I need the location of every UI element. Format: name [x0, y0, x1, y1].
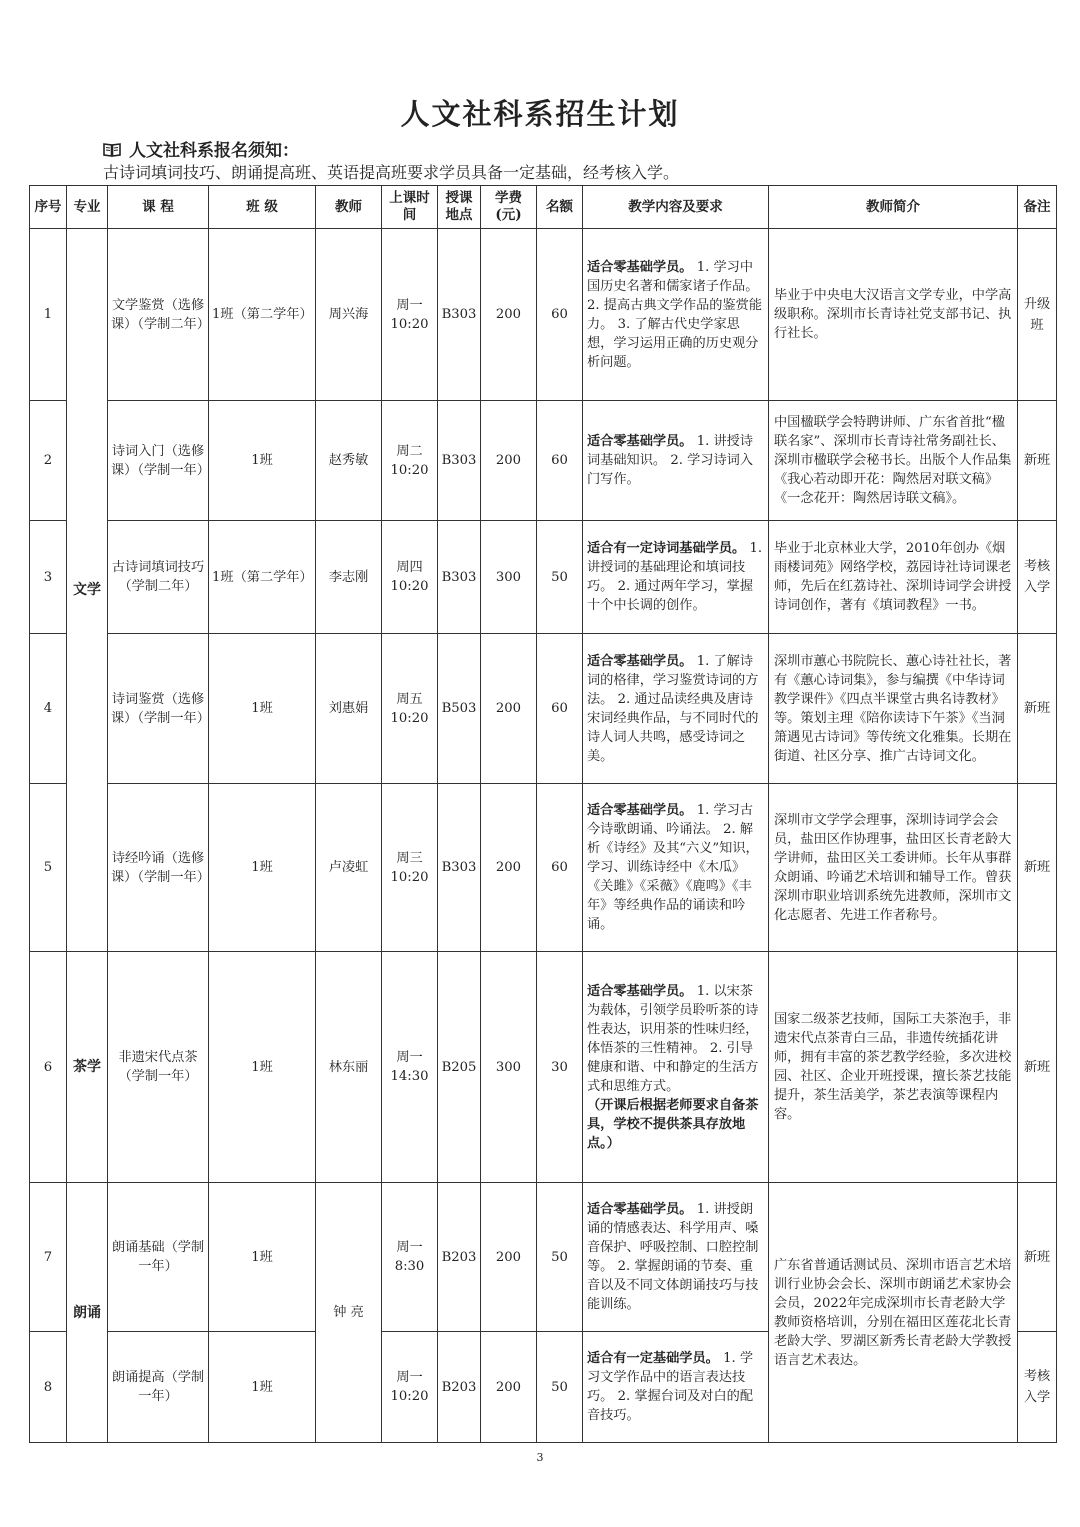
- cell-content: [583, 1183, 769, 1332]
- table-row: [30, 952, 1057, 1183]
- cell-seq: 6: [30, 952, 67, 1183]
- content-text: 1. 学习古今诗歌朗诵、吟诵法。 2. 解析《诗经》及其“六义”知识，学习、训练诗经中《木瓜》《关雎》《采薇》《鹿鸣》《丰年》等经典作品的诵读和吟诵。: [587, 803, 759, 932]
- cell-time: 周一 14:30: [382, 952, 438, 1183]
- cell-bio: 深圳市蕙心书院院长、蕙心诗社社长，著有《蕙心诗词集》，参与编撰《中华诗词教学课件》《四点半课堂古典名诗教材》等。策划主理《陪你读诗下午茶》《当洞箫遇见古诗词》等传统文化雅集。长期在街道、社区分享、推广古诗词文化。: [769, 634, 1018, 784]
- content-text: 1. 学习文学作品中的语言表达技巧。 2. 掌握台词及对白的配音技巧。: [587, 1351, 754, 1423]
- major-recitation: 朗诵: [67, 1183, 108, 1443]
- cell-course: 诗词鉴赏（选修课）（学制一年）: [108, 634, 209, 784]
- major-literature: 文学: [67, 229, 108, 952]
- cell-quota: 60: [537, 229, 583, 401]
- book-icon: [103, 143, 121, 157]
- table-row: [30, 784, 1057, 952]
- requirement-text: 适合零基础学员。: [587, 653, 693, 669]
- notice-heading-text: 人文社科系报名须知：: [129, 141, 299, 161]
- requirement-text: 适合零基础学员。: [587, 983, 693, 999]
- cell-fee: 200: [481, 784, 537, 952]
- cell-course: 文学鉴赏（选修课）（学制二年）: [108, 229, 209, 401]
- cell-place: B303: [438, 229, 481, 401]
- header-major: 专业: [67, 186, 108, 229]
- enrollment-table: [29, 185, 1057, 1443]
- cell-time: 周一 10:20: [382, 1332, 438, 1443]
- cell-content: [583, 784, 769, 952]
- page-title: 人文社科系招生计划: [400, 97, 680, 131]
- cell-note: 新班: [1018, 784, 1057, 952]
- major-tea: 茶学: [67, 952, 108, 1183]
- header-course: 课 程: [108, 186, 209, 229]
- cell-quota: 50: [537, 1183, 583, 1332]
- cell-course: 朗诵提高（学制一年）: [108, 1332, 209, 1443]
- cell-seq: 5: [30, 784, 67, 952]
- cell-note: 新班: [1018, 401, 1057, 521]
- cell-note: 升级班: [1018, 229, 1057, 401]
- cell-teacher: 刘惠娟: [316, 634, 382, 784]
- cell-fee: 200: [481, 401, 537, 521]
- header-seq: 序号: [30, 186, 67, 229]
- cell-note: 考核入学: [1018, 1332, 1057, 1443]
- cell-place: B203: [438, 1332, 481, 1443]
- cell-note: 新班: [1018, 952, 1057, 1183]
- cell-class: 1班: [209, 1332, 316, 1443]
- content-text: 1. 讲授朗诵的情感表达、科学用声、嗓音保护、呼吸控制、口腔控制等。 2. 掌握朗诵的节奏、重音以及不同文体朗诵技巧与技能训练。: [587, 1202, 759, 1312]
- cell-class: 1班: [209, 634, 316, 784]
- cell-note: 新班: [1018, 1183, 1057, 1332]
- cell-fee: 200: [481, 1183, 537, 1332]
- page-number: 3: [536, 1451, 544, 1464]
- cell-content: [583, 401, 769, 521]
- requirement-text: 适合零基础学员。: [587, 434, 693, 449]
- cell-place: B303: [438, 784, 481, 952]
- cell-course: 朗诵基础（学制一年）: [108, 1183, 209, 1332]
- cell-quota: 60: [537, 634, 583, 784]
- header-fee: 学费(元): [481, 186, 537, 229]
- cell-teacher: 钟 亮: [316, 1183, 382, 1443]
- cell-quota: 60: [537, 401, 583, 521]
- cell-quota: 60: [537, 784, 583, 952]
- cell-teacher: 李志刚: [316, 521, 382, 634]
- cell-teacher: 周兴海: [316, 229, 382, 401]
- cell-fee: 200: [481, 1332, 537, 1443]
- cell-quota: 50: [537, 1332, 583, 1443]
- content-text: 1. 讲授诗词基础知识。 2. 学习诗词入门写作。: [587, 434, 754, 487]
- cell-bio: 国家二级茶艺技师，国际工夫茶泡手，非遗宋代点茶青白三品，非遗传统插花讲师，拥有丰富的茶艺教学经验，多次进校园、社区、企业开班授课，擅长茶艺技能提升，茶生活美学，茶艺表演等课程内容。: [769, 952, 1018, 1183]
- cell-bio: 毕业于中央电大汉语言文学专业，中学高级职称。深圳市长青诗社党支部书记、执行社长。: [769, 229, 1018, 401]
- cell-content: [583, 229, 769, 401]
- table-header-row: [30, 186, 1057, 229]
- cell-fee: 300: [481, 521, 537, 634]
- cell-seq: 2: [30, 401, 67, 521]
- header-teacher: 教师: [316, 186, 382, 229]
- requirement-text: 适合零基础学员。: [587, 803, 693, 818]
- cell-content: [583, 1332, 769, 1443]
- header-place: 授课地点: [438, 186, 481, 229]
- requirement-text: 适合零基础学员。: [587, 259, 693, 275]
- cell-bio: 中国楹联学会特聘讲师、广东省首批“楹联名家”、深圳市长青诗社常务副社长、深圳市楹联学会秘书长。出版个人作品集《我心若动即开花：陶然居对联文稿》《一念花开：陶然居诗联文稿》。: [769, 401, 1018, 521]
- cell-time: 周二 10:20: [382, 401, 438, 521]
- cell-seq: 7: [30, 1183, 67, 1332]
- header-class: 班 级: [209, 186, 316, 229]
- requirement-text: 适合有一定基础学员。: [587, 1351, 719, 1366]
- cell-note: 新班: [1018, 634, 1057, 784]
- cell-seq: 3: [30, 521, 67, 634]
- cell-fee: 200: [481, 229, 537, 401]
- cell-seq: 1: [30, 229, 67, 401]
- cell-course: 诗词入门（选修课）（学制一年）: [108, 401, 209, 521]
- header-bio: 教师简介: [769, 186, 1018, 229]
- cell-teacher: 林东丽: [316, 952, 382, 1183]
- cell-time: 周四 10:20: [382, 521, 438, 634]
- cell-class: 1班: [209, 952, 316, 1183]
- requirement-text: 适合零基础学员。: [587, 1202, 693, 1217]
- cell-quota: 30: [537, 952, 583, 1183]
- content-text: 1. 了解诗词的格律，学习鉴赏诗词的方法。 2. 通过品读经典及唐诗宋词经典作品，与不同时代的诗人词人共鸣，感受诗词之美。: [587, 653, 759, 764]
- cell-place: B203: [438, 1183, 481, 1332]
- content-text: 1. 以宋茶为载体，引领学员聆听茶的诗性表达，识用茶的性味归经，体悟茶的三性精神。 2. 引导健康和谐、中和静定的生活方式和思维方式。: [587, 983, 759, 1094]
- cell-fee: 200: [481, 634, 537, 784]
- cell-content: [583, 521, 769, 634]
- cell-teacher: 赵秀敏: [316, 401, 382, 521]
- cell-class: 1班: [209, 1183, 316, 1332]
- content-text: 1. 学习中国历史名著和儒家诸子作品。 2. 提高古典文学作品的鉴赏能力。 3. 了解古代史学家思想，学习运用正确的历史观分析问题。: [587, 259, 763, 370]
- cell-seq: 4: [30, 634, 67, 784]
- cell-bio: 毕业于北京林业大学，2010年创办《烟雨楼词苑》网络学校，荔园诗社诗词课老师，先后在红荔诗社、深圳诗词学会讲授诗词创作，著有《填词教程》一书。: [769, 521, 1018, 634]
- cell-teacher: 卢凌虹: [316, 784, 382, 952]
- header-note: 备注: [1018, 186, 1057, 229]
- cell-seq: 8: [30, 1332, 67, 1443]
- header-time: 上课时间: [382, 186, 438, 229]
- cell-class: 1班（第二学年）: [209, 521, 316, 634]
- cell-class: 1班: [209, 784, 316, 952]
- cell-bio: 深圳市文学学会理事，深圳诗词学会会员，盐田区作协理事，盐田区长青老龄大学讲师，盐田区关工委讲师。长年从事群众朗诵、吟诵艺术培训和辅导工作。曾获深圳市职业培训系统先进教师，深圳市文化志愿者、先进工作者称号。: [769, 784, 1018, 952]
- cell-course: 古诗词填词技巧（学制二年）: [108, 521, 209, 634]
- table-row: [30, 229, 1057, 401]
- table-row: [30, 1183, 1057, 1332]
- notice-heading: [103, 136, 299, 161]
- cell-place: B303: [438, 521, 481, 634]
- cell-quota: 50: [537, 521, 583, 634]
- cell-note: 考核入学: [1018, 521, 1057, 634]
- cell-fee: 300: [481, 952, 537, 1183]
- cell-content: [583, 952, 769, 1183]
- table-row: [30, 401, 1057, 521]
- header-content: 教学内容及要求: [583, 186, 769, 229]
- cell-content: [583, 634, 769, 784]
- cell-place: B503: [438, 634, 481, 784]
- content-text: 1. 讲授词的基础理论和填词技巧。 2. 通过两年学习，掌握十个中长调的创作。: [587, 541, 763, 613]
- notice-text: 古诗词填词技巧、朗诵提高班、英语提高班要求学员具备一定基础，经考核入学。: [103, 163, 680, 182]
- content-note: （开课后根据老师要求自备茶具，学校不提供茶具存放地点。）: [587, 1097, 759, 1151]
- cell-time: 周一 8:30: [382, 1183, 438, 1332]
- cell-place: B303: [438, 401, 481, 521]
- cell-time: 周三 10:20: [382, 784, 438, 952]
- cell-course: 诗经吟诵（选修课）（学制一年）: [108, 784, 209, 952]
- cell-class: 1班（第二学年）: [209, 229, 316, 401]
- cell-place: B205: [438, 952, 481, 1183]
- table-row: [30, 634, 1057, 784]
- header-quota: 名额: [537, 186, 583, 229]
- cell-bio: 广东省普通话测试员、深圳市语言艺术培训行业协会会长、深圳市朗诵艺术家协会会员，2022年完成深圳市长青老龄大学教师资格培训，分别在福田区莲花北长青老龄大学、罗湖区新秀长青老龄大学教授语言艺术表达。: [769, 1183, 1018, 1443]
- cell-time: 周五 10:20: [382, 634, 438, 784]
- cell-time: 周一 10:20: [382, 229, 438, 401]
- cell-class: 1班: [209, 401, 316, 521]
- cell-course: 非遗宋代点茶（学制一年）: [108, 952, 209, 1183]
- requirement-text: 适合有一定诗词基础学员。: [587, 541, 746, 556]
- table-row: [30, 521, 1057, 634]
